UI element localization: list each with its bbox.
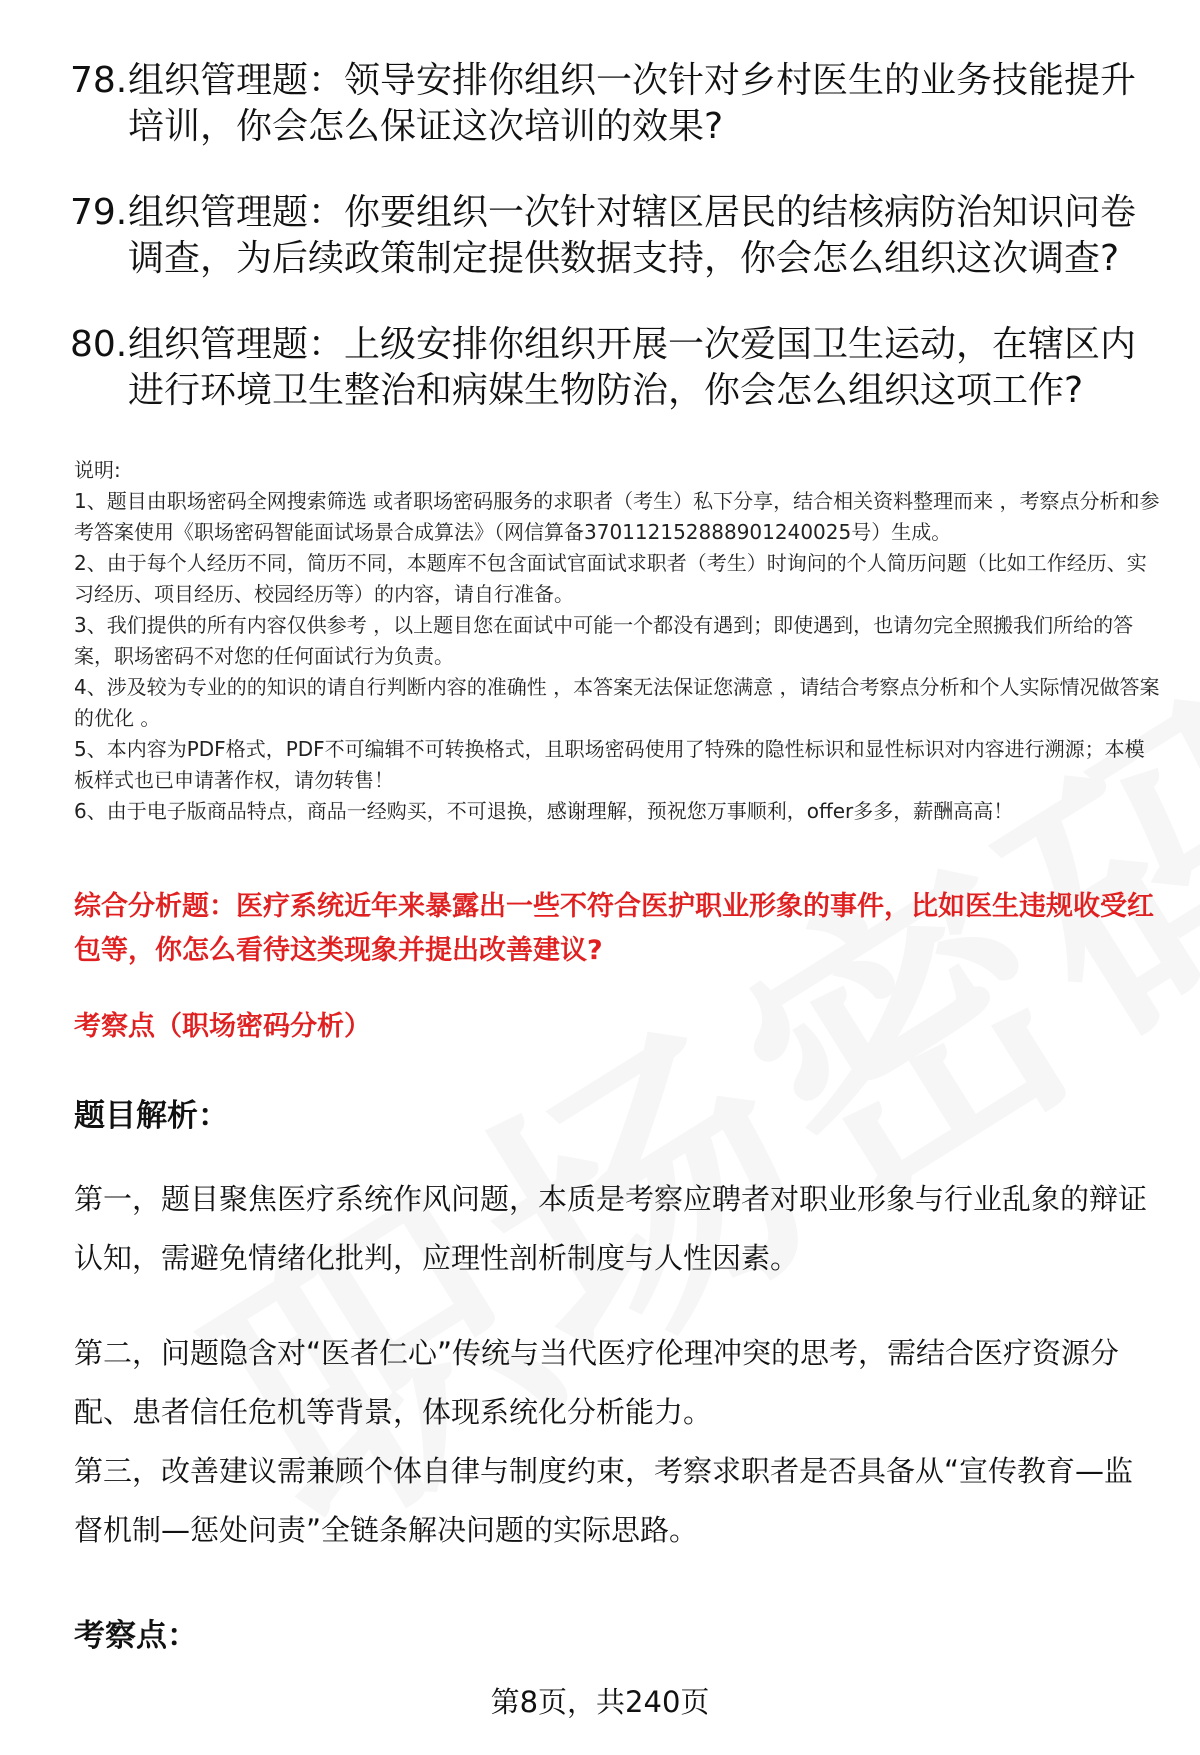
featured-question: 综合分析题：医疗系统近年来暴露出一些不符合医护职业形象的事件，比如医生违规收受红包等，你怎么看待这类现象并提出改善建议? [74, 891, 1154, 966]
analysis-paragraph: 第三，改善建议需兼顾个体自律与制度约束，考察求职者是否具备从“宣传教育—监督机制—惩处问责”全链条解决问题的实际思路。 [74, 1454, 1134, 1547]
page-footer: 第8页，共240页 [490, 1685, 710, 1719]
question-text: 组织管理题：上级安排你组织开展一次爱国卫生运动，在辖区内进行环境卫生整治和病媒生物防治，你会怎么组织这项工作? [128, 324, 1137, 411]
note-item: 6、由于电子版商品特点，商品一经购买，不可退换，感谢理解，预祝您万事顺利，offer多多，薪酬高高！ [74, 799, 1014, 823]
question-text: 组织管理题：领导安排你组织一次针对乡村医生的业务技能提升培训，你会怎么保证这次培训的效果? [128, 60, 1137, 147]
note-item: 5、本内容为PDF格式，PDF不可编辑不可转换格式，且职场密码使用了特殊的隐性标识和显性标识对内容进行溯源；本模板样式也已申请著作权，请勿转售！ [74, 737, 1145, 792]
note-item: 3、我们提供的所有内容仅供参考 ，以上题目您在面试中可能一个都没有遇到；即使遇到，也请勿完全照搬我们所给的答案，职场密码不对您的任何面试行为负责。 [74, 613, 1134, 668]
question-number: 78. [70, 60, 128, 101]
analysis-heading: 题目解析： [74, 1098, 229, 1134]
question-item [0, 322, 1200, 414]
note-item: 2、由于每个人经历不同，简历不同，本题库不包含面试官面试求职者（考生）时询问的个人简历问题（比如工作经历、实习经历、项目经历、校园经历等）的内容，请自行准备。 [74, 551, 1147, 606]
analysis-paragraph: 第二，问题隐含对“医者仁心”传统与当代医疗伦理冲突的思考，需结合医疗资源分配、患者信任危机等背景，体现系统化分析能力。 [74, 1336, 1120, 1429]
question-number: 80. [70, 324, 128, 365]
featured-subtitle: 考察点（职场密码分析） [74, 1011, 371, 1042]
question-item [0, 58, 1200, 150]
analysis-paragraph: 第一，题目聚焦医疗系统作风问题，本质是考察应聘者对职业形象与行业乱象的辩证认知，需避免情绪化批判，应理性剖析制度与人性因素。 [74, 1182, 1148, 1275]
notes-title: 说明: [74, 458, 121, 482]
question-text: 组织管理题：你要组织一次针对辖区居民的结核病防治知识问卷调查，为后续政策制定提供数据支持，你会怎么组织这次调查? [128, 192, 1137, 279]
question-list [0, 58, 1200, 454]
point-heading: 考察点： [74, 1618, 198, 1654]
note-item: 4、涉及较为专业的的知识的请自行判断内容的准确性 ，本答案无法保证您满意 ，请结合考察点分析和个人实际情况做答案的优化 。 [74, 675, 1160, 730]
question-number: 79. [70, 192, 128, 233]
notes-section [74, 455, 1164, 827]
note-item: 1、题目由职场密码全网搜索筛选 或者职场密码服务的求职者（考生）私下分享，结合相关资料整理而来 ，考察点分析和参考答案使用《职场密码智能面试场景合成算法》（网信算备370112152888901240025号）生成。 [74, 489, 1160, 544]
question-item [0, 190, 1200, 282]
